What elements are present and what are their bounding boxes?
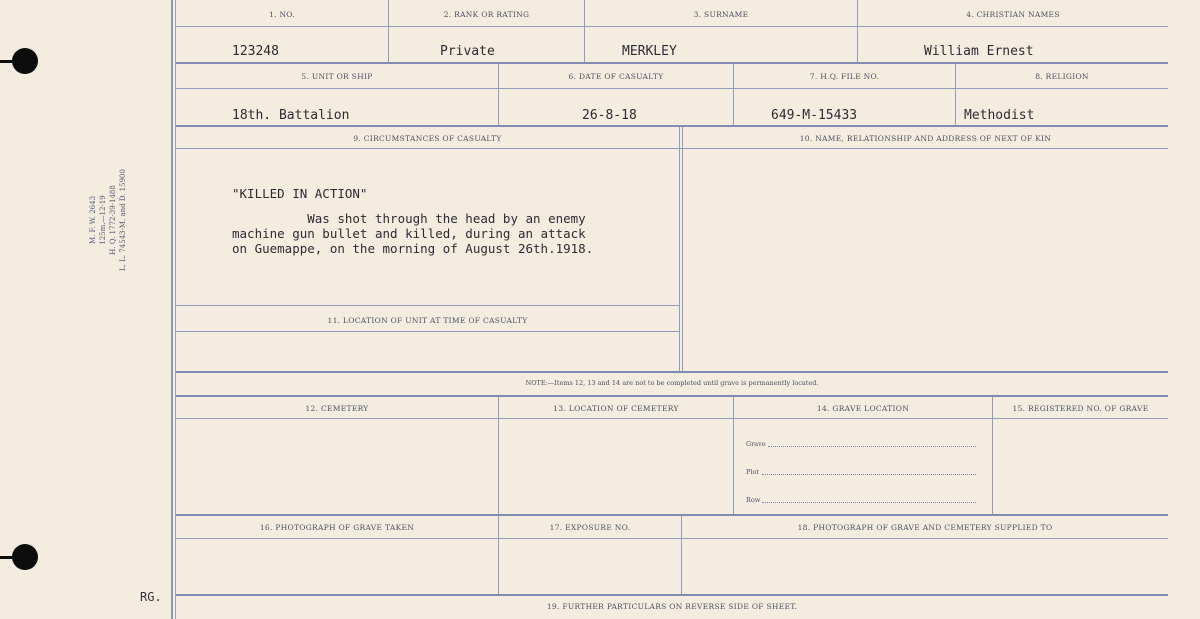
value-christian-names: William Ernest	[924, 44, 1034, 59]
circumstances-line2: machine gun bullet and killed, during an attack	[232, 226, 586, 241]
rule-h	[176, 538, 1168, 539]
header-circumstances: 9. CIRCUMSTANCES OF CASUALTY	[353, 134, 502, 143]
note-text: NOTE:—Items 12, 13 and 14 are not to be completed until grave is permanently located.	[525, 379, 819, 387]
value-hq-file: 649-M-15433	[771, 108, 858, 123]
rule-h	[176, 125, 1168, 127]
header-registered-no: 15. REGISTERED NO. OF GRAVE	[1012, 404, 1149, 413]
header-grave-location: 14. GRAVE LOCATION	[816, 404, 910, 413]
header-location-of-unit: 11. LOCATION OF UNIT AT TIME OF CASUALTY	[327, 316, 528, 325]
margin-line	[171, 0, 173, 619]
rule-v	[682, 127, 683, 371]
header-unit: 5. UNIT OR SHIP	[301, 72, 373, 81]
form-code-line3: H. Q. 1772-39-1488	[109, 185, 117, 255]
header-photo-supplied: 18. PHOTOGRAPH OF GRAVE AND CEMETERY SUPPLIED TO	[797, 523, 1053, 532]
rule-h	[176, 26, 1168, 27]
rule-h	[176, 88, 1168, 89]
rule-h	[176, 305, 679, 306]
circumstances-line3: on Guemappe, on the morning of August 26th.1918.	[232, 241, 594, 256]
rule-v	[498, 397, 499, 514]
circumstances-line1: Was shot through the head by an enemy	[232, 211, 586, 226]
grave-dotted-line	[768, 446, 976, 447]
form-code-line1: M. F. W. 2643	[89, 195, 97, 245]
header-religion: 8. RELIGION	[1035, 72, 1089, 81]
circumstances-heading: "KILLED IN ACTION"	[232, 186, 368, 201]
value-unit: 18th. Battalion	[232, 108, 350, 123]
binder-hole-top-tail	[0, 60, 16, 63]
header-date: 6. DATE OF CASUALTY	[568, 72, 664, 81]
form-code-line4: L. L. 74543-M. and D. 15900	[119, 169, 127, 271]
header-cemetery-location: 13. LOCATION OF CEMETERY	[553, 404, 679, 413]
rule-h	[176, 371, 1168, 373]
margin-mark: RG.	[140, 590, 162, 604]
rule-v	[992, 397, 993, 514]
header-exposure: 17. EXPOSURE NO.	[549, 523, 631, 532]
row-dotted-line	[762, 502, 976, 503]
value-no: 123248	[232, 44, 279, 59]
grave-label: Grave	[746, 440, 766, 448]
value-rank: Private	[440, 44, 495, 59]
rule-h	[176, 62, 1168, 64]
rule-v	[733, 397, 734, 514]
value-religion: Methodist	[964, 108, 1035, 123]
binder-hole-bottom-tail	[0, 556, 16, 559]
header-no: 1. NO.	[269, 10, 295, 19]
header-cemetery: 12. CEMETERY	[305, 404, 369, 413]
header-surname: 3. SURNAME	[693, 10, 749, 19]
header-rank: 2. RANK OR RATING	[443, 10, 530, 19]
rule-h	[176, 395, 1168, 397]
row-label: Row	[746, 496, 761, 504]
rule-h	[176, 514, 1168, 516]
plot-dotted-line	[762, 474, 976, 475]
form-code	[88, 145, 128, 295]
header-hq-file: 7. H.Q. FILE NO.	[809, 72, 880, 81]
rule-h	[176, 148, 1168, 149]
rule-h	[176, 331, 679, 332]
rule-h	[176, 594, 1168, 596]
footer-further-particulars: 19. FURTHER PARTICULARS ON REVERSE SIDE OF SHEET.	[546, 602, 798, 611]
value-date: 26-8-18	[582, 108, 637, 123]
header-photo-taken: 16. PHOTOGRAPH OF GRAVE TAKEN	[259, 523, 415, 532]
form-code-line2: 125m.—12-19	[99, 195, 107, 245]
rule-h	[176, 418, 1168, 419]
header-next-of-kin: 10. NAME, RELATIONSHIP AND ADDRESS OF NEXT OF KIN	[799, 134, 1052, 143]
header-christian-names: 4. CHRISTIAN NAMES	[966, 10, 1060, 19]
value-surname: MERKLEY	[622, 44, 677, 59]
rule-v	[679, 127, 680, 371]
plot-label: Plot	[746, 468, 759, 476]
